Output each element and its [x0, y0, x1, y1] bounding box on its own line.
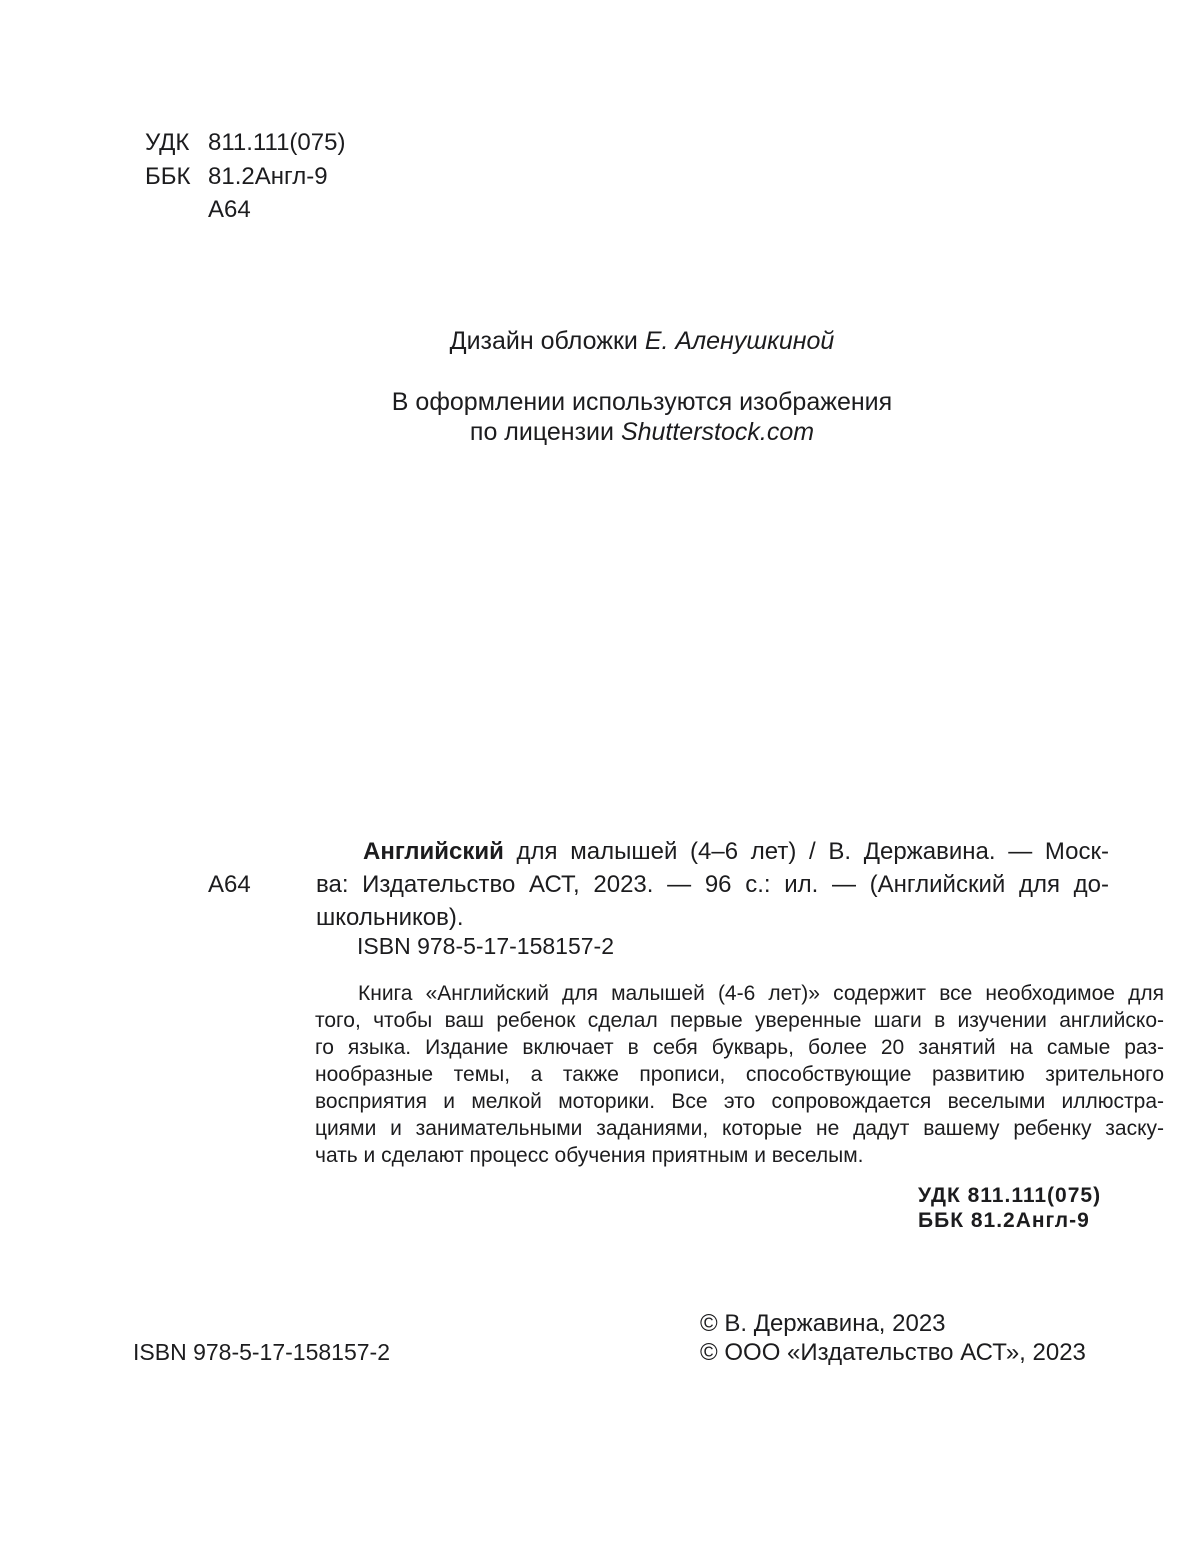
- annotation-line: нообразные темы, а также прописи, способствующие развитию зрительного: [315, 1063, 1164, 1086]
- catalog-isbn: ISBN 978-5-17-158157-2: [357, 933, 614, 959]
- annotation: [315, 980, 1164, 1169]
- udk-label: УДК: [145, 129, 190, 156]
- annotation-line: циями и занимательными заданиями, которые не дадут вашему ребенку заску-: [315, 1117, 1164, 1140]
- annotation-line: того, чтобы ваш ребенок сделал первые уверенные шаги в изучении английско-: [315, 1009, 1164, 1032]
- license-note-line2: [134, 417, 1150, 447]
- annotation-line: восприятия и мелкой моторики. Все это сопровождается веселыми иллюстра-: [315, 1090, 1164, 1113]
- udk-bold: УДК 811.111(075): [918, 1184, 1102, 1207]
- design-credit-prefix: Дизайн обложки: [449, 327, 645, 355]
- license-note-line1: В оформлении используются изображения: [391, 388, 893, 416]
- bbk-label: ББК: [145, 162, 191, 190]
- bib-line: ва: Издательство АСТ, 2023. — 96 с.: ил. — (Английский для до-: [316, 871, 1109, 898]
- annotation-line: Книга «Английский для малышей (4-6 лет)» содержит все необходимое для: [358, 982, 1164, 1005]
- bib-line: школьников).: [316, 904, 464, 931]
- license-prefix: по лицензии: [469, 418, 621, 446]
- classification-codes-bold: [918, 1183, 1101, 1233]
- bib-line1-rest: для малышей (4–6 лет) / В. Державина. — Моск-: [503, 838, 1109, 865]
- copyright-block: [700, 1310, 1086, 1367]
- copyright-author: © В. Державина, 2023: [700, 1310, 946, 1337]
- bib-line: [316, 835, 1109, 868]
- copyright-publisher: © ООО «Издательство АСТ», 2023: [700, 1338, 1086, 1366]
- author-sign-value: А64: [208, 196, 251, 223]
- bibliographic-record: [316, 835, 1109, 934]
- bbk-bold: ББК 81.2Англ-9: [918, 1209, 1090, 1232]
- top-classification-codes: [145, 126, 345, 227]
- footer-isbn: ISBN 978-5-17-158157-2: [133, 1339, 390, 1365]
- annotation-line: чать и сделают процесс обучения приятным и веселым.: [315, 1144, 864, 1167]
- credits-block: [134, 326, 1150, 447]
- designer-name: Е. Аленушкиной: [644, 327, 835, 355]
- license-source: Shutterstock.com: [620, 418, 815, 446]
- bbk-code-row: [145, 160, 345, 194]
- author-sign-row: [145, 193, 345, 227]
- bbk-value: 81.2Англ-9: [208, 162, 328, 190]
- udk-code-row: [145, 126, 345, 160]
- catalog-author-sign: А64: [208, 871, 251, 898]
- udk-value: 811.111(075): [208, 129, 346, 156]
- cover-design-credit: [134, 326, 1150, 357]
- book-title: Английский: [363, 838, 504, 865]
- annotation-line: го языка. Издание включает в себя букварь, более 20 занятий на самые раз-: [315, 1036, 1164, 1059]
